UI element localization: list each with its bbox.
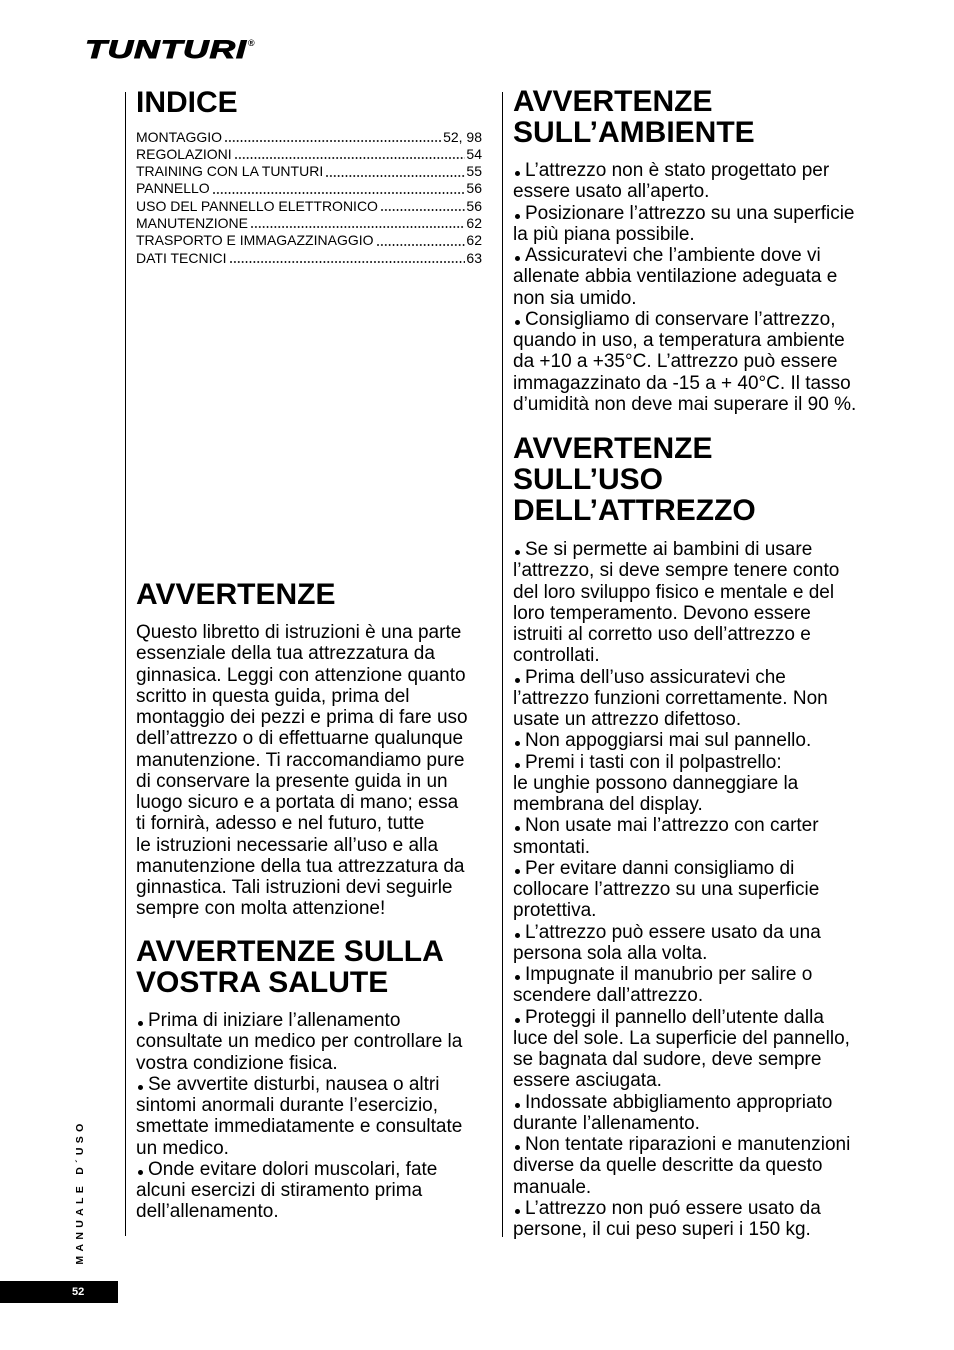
list-item: Consigliamo di conservare l’attrezzo, quando in uso, a temperatura ambiente da +10 a +35°C. L’attrezzo può essere immagazzinato da -15 a + 40°C. Il tasso d’umidità non deve mai superare il 90 %. [513, 309, 913, 415]
toc-entry-page: 56 [466, 180, 482, 197]
list-item: L’attrezzo non puó essere usato da persone, il cui peso superi i 150 kg. [513, 1198, 913, 1241]
toc-entry-label: PANNELLO [136, 180, 210, 197]
list-item: L’attrezzo può essere usato da una persona sola alla volta. [513, 922, 913, 965]
list-item: Non usate mai l’attrezzo con carter smontati. [513, 815, 913, 858]
toc-entry-label: USO DEL PANNELLO ELETTRONICO [136, 197, 378, 214]
toc-entry-page: 55 [466, 163, 482, 180]
toc-entry [136, 250, 482, 267]
right-column-rule [502, 92, 503, 1237]
list-item: Impugnate il manubrio per salire o scendere dall’attrezzo. [513, 964, 913, 1007]
toc-dot-leader [251, 226, 465, 228]
list-item: Prima dell’uso assicuratevi che l’attrezzo funzioni correttamente. Non usate un attrezzo difettoso. [513, 667, 913, 731]
list-item: Indossate abbigliamento appropriato durante l’allenamento. [513, 1092, 913, 1135]
warnings-heading: AVVERTENZE [136, 578, 336, 611]
toc-entry [136, 163, 482, 180]
toc-entry-page: 56 [466, 197, 482, 214]
toc-entry [136, 215, 482, 232]
list-item: Non appoggiarsi mai sul pannello. [513, 730, 913, 751]
toc-dot-leader [381, 209, 465, 211]
page-number: 52 [72, 1286, 85, 1298]
list-item: Non tentate riparazioni e manutenzioni diverse da quelle descritte da questo manuale. [513, 1134, 913, 1198]
environment-warnings-heading: AVVERTENZE SULL’AMBIENTE [513, 85, 755, 149]
list-item: Se si permette ai bambini di usare l’attrezzo, si deve sempre tenere conto del loro sviluppo fisico e mentale e del loro temperamento. Devono essere istruiti al corretto uso dell’attrezzo e controllati. [513, 539, 913, 667]
toc-entry [136, 180, 482, 197]
equipment-use-warnings-list [513, 539, 913, 1240]
list-item: Assicuratevi che l’ambiente dove vi allenate abbia ventilazione adeguata e non sia umido. [513, 245, 913, 309]
manual-side-label: MANUALE D´USO [74, 1119, 86, 1265]
logo-wordmark: TUNTURI [85, 36, 247, 64]
list-item: Se avvertite disturbi, nausea o altri sintomi anormali durante l’esercizio, smettate immediatamente e consultate un medico. [136, 1074, 496, 1159]
index-heading: INDICE [136, 86, 238, 119]
toc-dot-leader [230, 261, 466, 263]
list-item: Posizionare l’attrezzo su una superficie la più piana possibile. [513, 203, 913, 246]
warnings-paragraph: Questo libretto di istruzioni è una parte essenziale della tua attrezzatura da ginnasica. Leggi con attenzione quanto scritto in questa guida, prima del montaggio dei pezzi e prima di fare uso dell’attrezzo o di effettuarne qualunque manutenzione. Ti raccomandiamo pure di conservare la presente guida in un luogo sicuro e a portata di mano; essa ti fornirà, adesso e nel futuro, tutte le istruzioni necessarie all’uso e alla manutenzione della tua attrezzatura da ginnastica. Tali istruzioni devi seguirle sempre con molta attenzione! [136, 622, 468, 920]
page-number-box [0, 1281, 118, 1303]
toc-dot-leader [213, 192, 466, 194]
toc-entry-page: 62 [466, 214, 482, 231]
toc-entry-label: DATI TECNICI [136, 249, 227, 266]
toc-entry-label: TRASPORTO E IMMAGAZZINAGGIO [136, 232, 374, 249]
list-item: L’attrezzo non è stato progettato per essere usato all’aperto. [513, 160, 913, 203]
list-item: Proteggi il pannello dell’utente dalla luce del sole. La superficie del pannello, se bagnata dal sudore, deve sempre essere asciugata. [513, 1007, 913, 1092]
toc-entry-page: 62 [466, 232, 482, 249]
toc-entry [136, 198, 482, 215]
toc-entry-label: REGOLAZIONI [136, 145, 232, 162]
toc-entry [136, 129, 482, 146]
toc-entry-label: MANUTENZIONE [136, 214, 248, 231]
toc-entry-page: 54 [466, 145, 482, 162]
registered-mark: ® [248, 38, 255, 48]
toc-dot-leader [235, 157, 466, 159]
toc-entry-label: TRAINING CON LA TUNTURI [136, 163, 324, 180]
equipment-use-warnings-heading: AVVERTENZE SULL’USO DELL’ATTREZZO [513, 432, 756, 527]
list-item: Onde evitare dolori muscolari, fate alcuni esercizi di stiramento prima dell’allenamento. [136, 1159, 496, 1223]
toc-entry-page: 52, 98 [443, 128, 482, 145]
toc-entry [136, 146, 482, 163]
toc-dot-leader [326, 175, 465, 177]
list-item: Per evitare danni consigliamo di collocare l’attrezzo su una superficie protettiva. [513, 858, 913, 922]
left-column-rule [125, 92, 126, 1236]
list-item: Prima di iniziare l’allenamento consultate un medico per controllare la vostra condizione fisica. [136, 1010, 496, 1074]
toc-entry [136, 232, 482, 249]
table-of-contents [136, 129, 482, 267]
list-item: Premi i tasti con il polpastrello: le unghie possono danneggiare la membrana del display. [513, 752, 913, 816]
toc-dot-leader [225, 140, 442, 142]
tunturi-logo [85, 36, 247, 66]
health-warnings-list [136, 1010, 496, 1223]
health-warnings-heading: AVVERTENZE SULLA VOSTRA SALUTE [136, 935, 444, 999]
toc-entry-label: MONTAGGIO [136, 128, 223, 145]
environment-warnings-list [513, 160, 913, 415]
toc-dot-leader [377, 244, 466, 246]
toc-entry-page: 63 [466, 249, 482, 266]
